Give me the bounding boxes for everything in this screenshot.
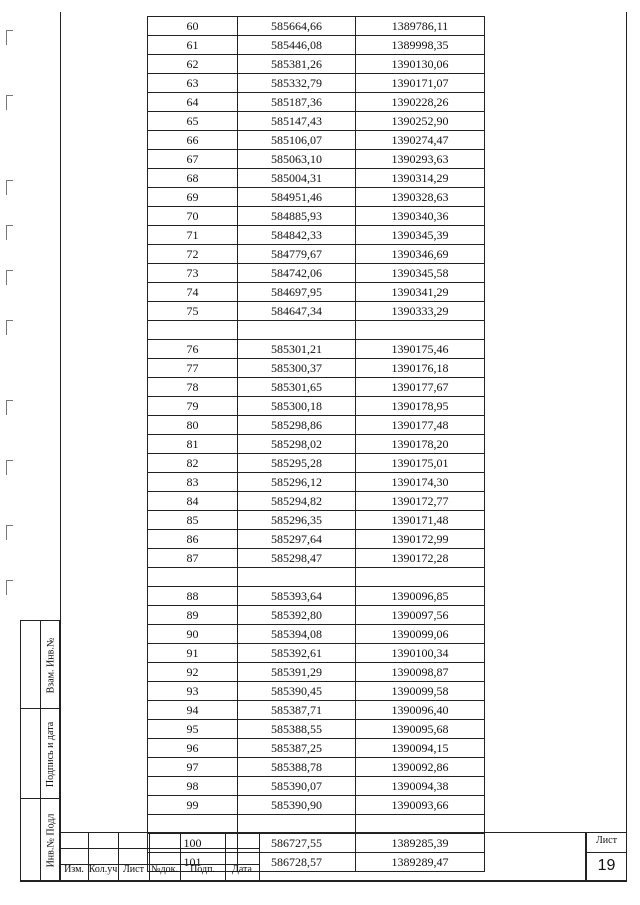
point-number-cell: 65 — [148, 112, 238, 131]
margin-mark — [6, 30, 13, 45]
point-number-cell: 101 — [148, 853, 238, 872]
frame-right-border — [626, 12, 627, 882]
point-number-cell: 96 — [148, 739, 238, 758]
x-coordinate-cell: 585387,71 — [238, 701, 356, 720]
point-number-cell: 66 — [148, 131, 238, 150]
point-number-cell: 64 — [148, 93, 238, 112]
y-coordinate-cell: 1390094,38 — [356, 777, 485, 796]
y-coordinate-cell: 1390171,07 — [356, 74, 485, 93]
margin-mark — [6, 95, 13, 110]
point-number-cell: 68 — [148, 169, 238, 188]
table-row — [148, 777, 485, 796]
point-number-cell: 73 — [148, 264, 238, 283]
x-coordinate-cell: 585004,31 — [238, 169, 356, 188]
point-number-cell — [148, 321, 238, 340]
table-row — [148, 378, 485, 397]
y-coordinate-cell: 1390177,67 — [356, 378, 485, 397]
y-coordinate-cell: 1390346,69 — [356, 245, 485, 264]
table-row — [148, 435, 485, 454]
margin-mark — [6, 180, 13, 195]
table-row — [148, 150, 485, 169]
y-coordinate-cell — [356, 321, 485, 340]
point-number-cell: 72 — [148, 245, 238, 264]
y-coordinate-cell: 1390340,36 — [356, 207, 485, 226]
title-block-main-field — [256, 832, 586, 881]
point-number-cell: 95 — [148, 720, 238, 739]
x-coordinate-cell: 585294,82 — [238, 492, 356, 511]
y-coordinate-cell: 1389998,35 — [356, 36, 485, 55]
margin-mark — [6, 320, 13, 335]
x-coordinate-cell: 585388,55 — [238, 720, 356, 739]
table-row — [148, 74, 485, 93]
point-number-cell: 88 — [148, 587, 238, 606]
y-coordinate-cell: 1390178,20 — [356, 435, 485, 454]
y-coordinate-cell: 1390093,66 — [356, 796, 485, 815]
x-coordinate-cell — [238, 815, 356, 834]
table-row — [148, 340, 485, 359]
title-block — [60, 832, 627, 882]
point-number-cell: 67 — [148, 150, 238, 169]
point-number-cell: 78 — [148, 378, 238, 397]
y-coordinate-cell: 1390345,58 — [356, 264, 485, 283]
table-row — [148, 17, 485, 36]
y-coordinate-cell: 1390333,29 — [356, 302, 485, 321]
y-coordinate-cell: 1390345,39 — [356, 226, 485, 245]
table-row — [148, 796, 485, 815]
x-coordinate-cell: 585390,07 — [238, 777, 356, 796]
col-label-date: Дата — [232, 864, 252, 875]
side-label-replacement-inv: Взам. Инв.№ — [45, 637, 57, 693]
table-separator-row — [148, 568, 485, 587]
y-coordinate-cell: 1390314,29 — [356, 169, 485, 188]
point-number-cell: 85 — [148, 511, 238, 530]
y-coordinate-cell: 1390174,30 — [356, 473, 485, 492]
col-label-count: Кол.уч — [88, 864, 118, 875]
x-coordinate-cell: 585300,37 — [238, 359, 356, 378]
x-coordinate-cell: 585298,02 — [238, 435, 356, 454]
x-coordinate-cell: 584647,34 — [238, 302, 356, 321]
x-coordinate-cell — [238, 568, 356, 587]
point-number-cell: 83 — [148, 473, 238, 492]
margin-mark — [6, 460, 13, 475]
col-label-doc-number: №док. — [151, 864, 178, 875]
table-row — [148, 207, 485, 226]
table-row — [148, 625, 485, 644]
margin-mark — [6, 400, 13, 415]
x-coordinate-cell: 585298,47 — [238, 549, 356, 568]
point-number-cell: 100 — [148, 834, 238, 853]
y-coordinate-cell: 1390175,01 — [356, 454, 485, 473]
x-coordinate-cell: 585392,80 — [238, 606, 356, 625]
x-coordinate-cell: 585301,65 — [238, 378, 356, 397]
side-label-signature-date: Подпись и дата — [45, 721, 57, 787]
sheet-label: Лист — [587, 835, 626, 853]
point-number-cell: 87 — [148, 549, 238, 568]
y-coordinate-cell: 1390177,48 — [356, 416, 485, 435]
side-approval-stamp — [20, 620, 60, 881]
point-number-cell: 94 — [148, 701, 238, 720]
y-coordinate-cell: 1390096,40 — [356, 701, 485, 720]
table-row — [148, 530, 485, 549]
table-row — [148, 644, 485, 663]
y-coordinate-cell: 1390328,63 — [356, 188, 485, 207]
x-coordinate-cell: 585301,21 — [238, 340, 356, 359]
x-coordinate-cell: 584742,06 — [238, 264, 356, 283]
table-row — [148, 739, 485, 758]
y-coordinate-cell: 1390341,29 — [356, 283, 485, 302]
x-coordinate-cell: 585300,18 — [238, 397, 356, 416]
y-coordinate-cell — [356, 568, 485, 587]
table-row — [148, 549, 485, 568]
table-separator-row — [148, 321, 485, 340]
point-number-cell: 91 — [148, 644, 238, 663]
x-coordinate-cell: 586727,55 — [238, 834, 356, 853]
table-row — [148, 454, 485, 473]
x-coordinate-cell: 585332,79 — [238, 74, 356, 93]
table-row — [148, 492, 485, 511]
y-coordinate-cell: 1389289,47 — [356, 853, 485, 872]
x-coordinate-cell: 585063,10 — [238, 150, 356, 169]
x-coordinate-cell: 585392,61 — [238, 644, 356, 663]
table-row — [148, 758, 485, 777]
coordinates-table — [147, 16, 485, 872]
point-number-cell: 62 — [148, 55, 238, 74]
point-number-cell: 90 — [148, 625, 238, 644]
table-row — [148, 55, 485, 74]
x-coordinate-cell: 584779,67 — [238, 245, 356, 264]
point-number-cell: 80 — [148, 416, 238, 435]
table-row — [148, 701, 485, 720]
point-number-cell: 76 — [148, 340, 238, 359]
point-number-cell: 74 — [148, 283, 238, 302]
margin-mark — [6, 270, 13, 285]
point-number-cell: 61 — [148, 36, 238, 55]
table-row — [148, 226, 485, 245]
x-coordinate-cell: 585388,78 — [238, 758, 356, 777]
binding-margin-marks — [6, 20, 18, 610]
y-coordinate-cell: 1390097,56 — [356, 606, 485, 625]
x-coordinate-cell — [238, 321, 356, 340]
x-coordinate-cell: 585390,45 — [238, 682, 356, 701]
point-number-cell: 98 — [148, 777, 238, 796]
point-number-cell: 86 — [148, 530, 238, 549]
y-coordinate-cell — [356, 815, 485, 834]
point-number-cell: 70 — [148, 207, 238, 226]
sheet-number-box — [586, 832, 627, 881]
x-coordinate-cell: 585381,26 — [238, 55, 356, 74]
table-row — [148, 131, 485, 150]
y-coordinate-cell: 1390171,48 — [356, 511, 485, 530]
table-separator-row — [148, 815, 485, 834]
x-coordinate-cell: 585664,66 — [238, 17, 356, 36]
x-coordinate-cell: 585394,08 — [238, 625, 356, 644]
y-coordinate-cell: 1390092,86 — [356, 758, 485, 777]
y-coordinate-cell: 1390099,58 — [356, 682, 485, 701]
y-coordinate-cell: 1390176,18 — [356, 359, 485, 378]
x-coordinate-cell: 585391,29 — [238, 663, 356, 682]
x-coordinate-cell: 585297,64 — [238, 530, 356, 549]
col-label-change: Изм. — [64, 864, 84, 875]
y-coordinate-cell: 1390228,26 — [356, 93, 485, 112]
point-number-cell: 97 — [148, 758, 238, 777]
table-row — [148, 397, 485, 416]
table-row — [148, 93, 485, 112]
x-coordinate-cell: 585295,28 — [238, 454, 356, 473]
table-row — [148, 264, 485, 283]
x-coordinate-cell: 584697,95 — [238, 283, 356, 302]
point-number-cell: 75 — [148, 302, 238, 321]
margin-mark — [6, 225, 13, 240]
point-number-cell: 60 — [148, 17, 238, 36]
y-coordinate-cell: 1390172,99 — [356, 530, 485, 549]
table-row — [148, 188, 485, 207]
table-row — [148, 283, 485, 302]
table-row — [148, 169, 485, 188]
y-coordinate-cell: 1390094,15 — [356, 739, 485, 758]
point-number-cell: 77 — [148, 359, 238, 378]
x-coordinate-cell: 585446,08 — [238, 36, 356, 55]
y-coordinate-cell: 1390096,85 — [356, 587, 485, 606]
x-coordinate-cell: 586728,57 — [238, 853, 356, 872]
table-row — [148, 720, 485, 739]
y-coordinate-cell: 1389285,39 — [356, 834, 485, 853]
x-coordinate-cell: 584842,33 — [238, 226, 356, 245]
x-coordinate-cell: 585298,86 — [238, 416, 356, 435]
y-coordinate-cell: 1390274,47 — [356, 131, 485, 150]
table-row — [148, 302, 485, 321]
x-coordinate-cell: 585393,64 — [238, 587, 356, 606]
y-coordinate-cell: 1390095,68 — [356, 720, 485, 739]
point-number-cell: 71 — [148, 226, 238, 245]
y-coordinate-cell: 1390172,28 — [356, 549, 485, 568]
y-coordinate-cell: 1390099,06 — [356, 625, 485, 644]
table-row — [148, 245, 485, 264]
point-number-cell: 82 — [148, 454, 238, 473]
sheet-number: 19 — [597, 857, 616, 874]
x-coordinate-cell: 585296,12 — [238, 473, 356, 492]
table-row — [148, 587, 485, 606]
table-row — [148, 473, 485, 492]
x-coordinate-cell: 585187,36 — [238, 93, 356, 112]
table-row — [148, 36, 485, 55]
y-coordinate-cell: 1390293,63 — [356, 150, 485, 169]
point-number-cell: 99 — [148, 796, 238, 815]
point-number-cell: 69 — [148, 188, 238, 207]
table-row — [148, 682, 485, 701]
table-row — [148, 359, 485, 378]
x-coordinate-cell: 585147,43 — [238, 112, 356, 131]
y-coordinate-cell: 1390252,90 — [356, 112, 485, 131]
table-row — [148, 511, 485, 530]
side-label-original-inv: Инв.№ Подл — [45, 813, 57, 868]
x-coordinate-cell: 584885,93 — [238, 207, 356, 226]
margin-mark — [6, 525, 13, 540]
y-coordinate-cell: 1390178,95 — [356, 397, 485, 416]
table-row — [148, 606, 485, 625]
point-number-cell: 81 — [148, 435, 238, 454]
point-number-cell: 79 — [148, 397, 238, 416]
y-coordinate-cell: 1390130,06 — [356, 55, 485, 74]
y-coordinate-cell: 1390172,77 — [356, 492, 485, 511]
y-coordinate-cell: 1390100,34 — [356, 644, 485, 663]
table-row — [148, 112, 485, 131]
y-coordinate-cell: 1390175,46 — [356, 340, 485, 359]
y-coordinate-cell: 1390098,87 — [356, 663, 485, 682]
point-number-cell: 84 — [148, 492, 238, 511]
point-number-cell: 63 — [148, 74, 238, 93]
point-number-cell: 89 — [148, 606, 238, 625]
margin-mark — [6, 580, 13, 595]
x-coordinate-cell: 585390,90 — [238, 796, 356, 815]
y-coordinate-cell: 1389786,11 — [356, 17, 485, 36]
table-row — [148, 663, 485, 682]
point-number-cell: 93 — [148, 682, 238, 701]
x-coordinate-cell: 584951,46 — [238, 188, 356, 207]
x-coordinate-cell: 585106,07 — [238, 131, 356, 150]
point-number-cell: 92 — [148, 663, 238, 682]
point-number-cell — [148, 815, 238, 834]
point-number-cell — [148, 568, 238, 587]
table-row — [148, 416, 485, 435]
x-coordinate-cell: 585296,35 — [238, 511, 356, 530]
x-coordinate-cell: 585387,25 — [238, 739, 356, 758]
col-label-signature: Подп. — [190, 864, 215, 875]
col-label-sheet: Лист — [123, 864, 144, 875]
